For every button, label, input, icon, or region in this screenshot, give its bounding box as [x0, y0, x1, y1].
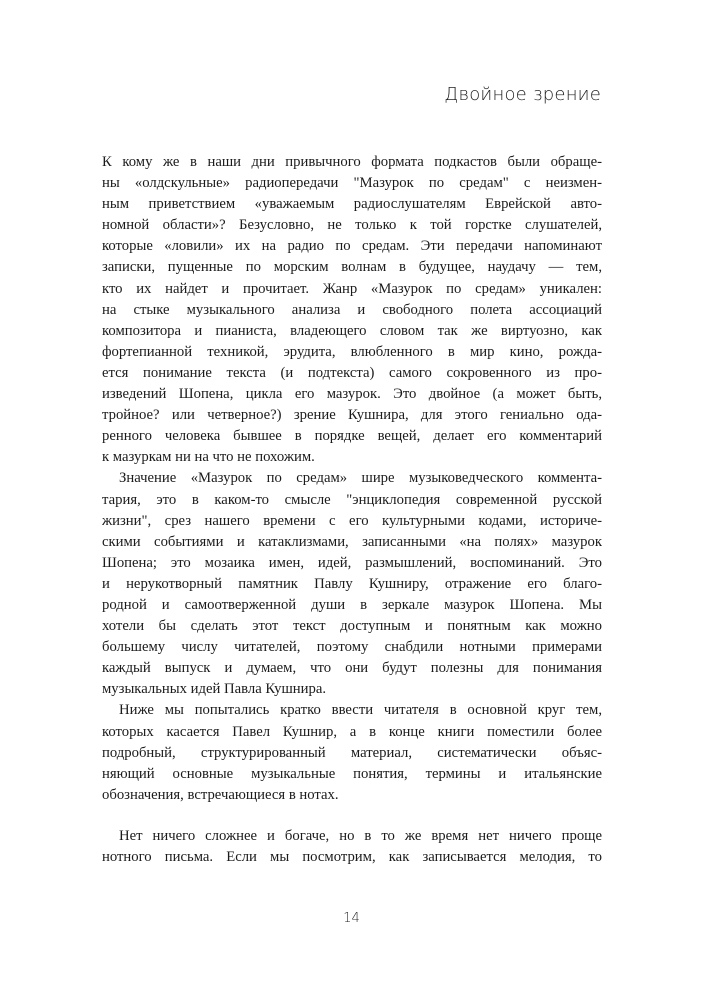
text-line: нотного письма. Если мы посмотрим, как записывается мелодия, то	[102, 849, 602, 865]
text-line: на стыке музыкального анализа и свободного полета ассоциаций	[102, 301, 602, 318]
page-number: 14	[343, 911, 360, 926]
text-line: изведений Шопена, цикла его мазурок. Это двойное (а может быть,	[102, 386, 602, 403]
text-line: тройное? или четверное?) зрение Кушнира, для этого гениально ода-	[102, 407, 602, 424]
text-line: жизни", срез нашего времени с его культурными кодами, историче-	[102, 512, 602, 529]
text-line: К кому же в наши дни привычного формата подкастов были обраще-	[102, 154, 602, 170]
text-line: музыкальных идей Павла Кушнира.	[102, 681, 327, 698]
paragraph-2	[102, 468, 602, 700]
section-break	[102, 806, 602, 826]
text-line: Ниже мы попытались кратко ввести читателя в основной круг тем,	[119, 702, 602, 719]
text-line: и нерукотворный памятник Павлу Кушниру, отражение его благо-	[102, 575, 602, 592]
text-line: композитора и пианиста, владеющего словом так же виртуозно, как	[102, 322, 602, 339]
text-line: обозначения, встречающиеся в нотах.	[102, 786, 339, 803]
text-line: каждый выпуск и думаем, что они будут полезны для понимания	[102, 660, 602, 677]
text-line: которых касается Павел Кушнир, а в конце книги поместили более	[102, 723, 602, 740]
text-line: кто их найдет и прочитает. Жанр «Мазурок по средам» уникален:	[102, 280, 602, 297]
text-line: ренного человека бывшее в порядке вещей, делает его комментарий	[102, 428, 602, 445]
body-text	[102, 152, 602, 868]
text-line: Шопена; это мозаика имен, идей, размышлений, воспоминаний. Это	[102, 554, 602, 571]
text-line: хотели бы сделать этот текст доступным и понятным как можно	[102, 618, 602, 635]
paragraph-4	[102, 826, 602, 868]
paragraph-1	[102, 152, 602, 468]
text-line: к мазуркам ни на что не похожим.	[102, 449, 315, 466]
text-line: ны «олдскульные» радиопередачи "Мазурок по средам" с неизмен-	[102, 175, 602, 192]
text-line: ным приветствием «уважаемым радиослушателям Еврейской авто-	[102, 196, 602, 213]
text-line: фортепианной техникой, эрудита, влюбленного в мир кино, рожда-	[102, 343, 602, 360]
text-line: записки, пущенные по морским волнам в будущее, наудачу — тем,	[102, 259, 602, 276]
text-line: скими событиями и катаклизмами, записанными «на полях» мазурок	[102, 533, 602, 550]
text-line: родной и самоотверженной души в зеркале мазурок Шопена. Мы	[102, 596, 602, 613]
text-line: большему числу читателей, поэтому снабдили нотными примерами	[102, 639, 602, 656]
text-line: Нет ничего сложнее и богаче, но в то же время нет ничего проще	[119, 827, 602, 844]
text-line: ется понимание текста (и подтекста) самого сокровенного из про-	[102, 364, 602, 381]
text-line: подробный, структурированный материал, систематически объяс-	[102, 744, 602, 761]
text-line: няющий основные музыкальные понятия, термины и итальянские	[102, 765, 602, 782]
running-head: Двойное зрение	[444, 84, 601, 105]
text-line: которые «ловили» их на радио по средам. Эти передачи напоминают	[102, 238, 602, 255]
text-line: Значение «Мазурок по средам» шире музыковедческого коммента-	[119, 470, 602, 487]
paragraph-3	[102, 700, 602, 805]
text-line: номной области»? Безусловно, не только к той горстке слушателей,	[102, 217, 602, 234]
text-line: тария, это в каком-то смысле "энциклопедия современной русской	[102, 491, 602, 508]
